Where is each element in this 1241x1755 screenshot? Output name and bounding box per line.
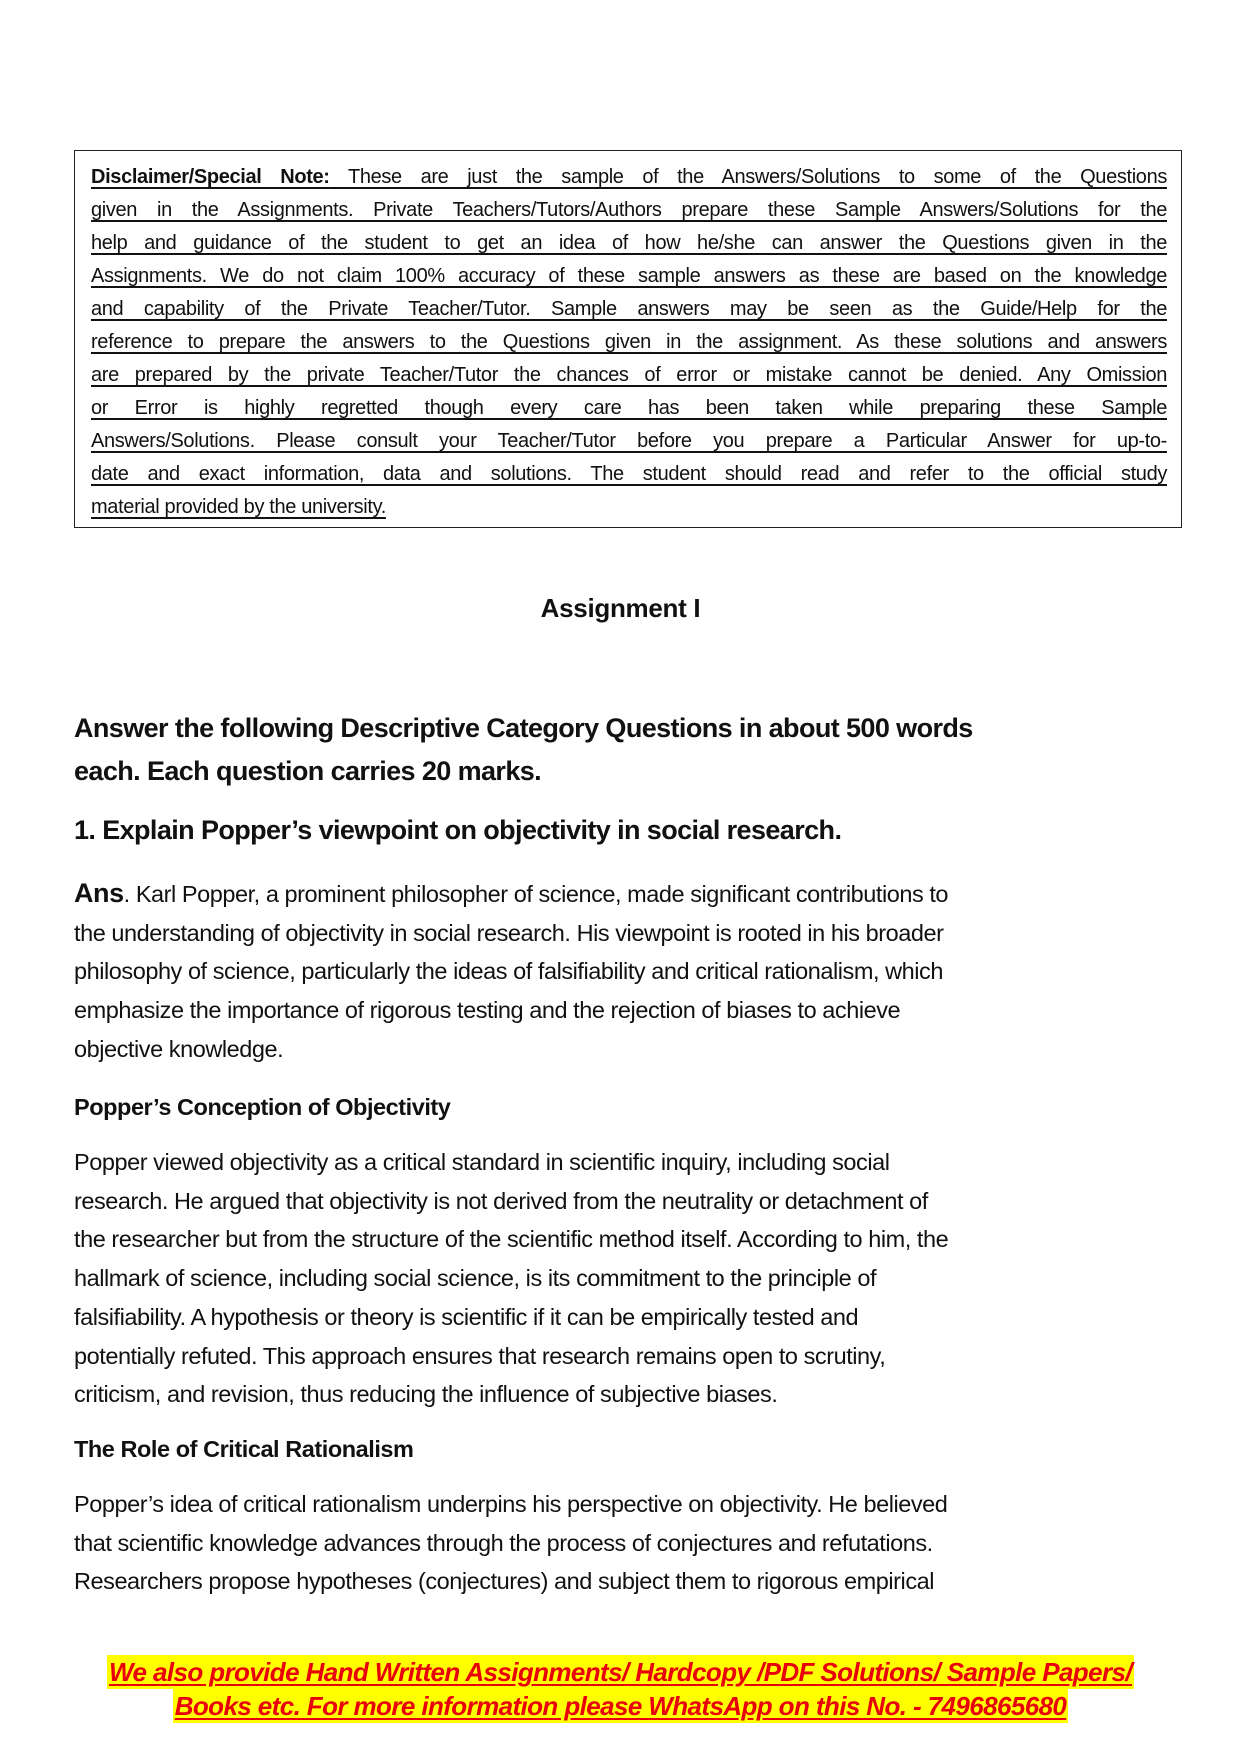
- answer-line: Ans. Karl Popper, a prominent philosopher of science, made significant contributions to: [74, 878, 949, 908]
- disclaimer-line: reference to prepare the answers to the Questions given in the assignment. As these solutions and answers: [91, 331, 1167, 353]
- footer-promo: [0, 1655, 1241, 1723]
- footer-promo-line: We also provide Hand Written Assignments/ Hardcopy /PDF Solutions/ Sample Papers/: [109, 1657, 1132, 1687]
- section-line: potentially refuted. This approach ensures that research remains open to scrutiny,: [74, 1342, 886, 1369]
- instructions: [74, 707, 1174, 793]
- disclaimer-line: date and exact information, data and solutions. The student should read and refer to the official study: [91, 463, 1167, 485]
- section-paragraph: [74, 1485, 1184, 1601]
- answer-lead: Ans: [74, 878, 124, 908]
- disclaimer-line: Assignments. We do not claim 100% accuracy of these sample answers as these are based on the knowledge: [91, 265, 1167, 287]
- footer-promo-line: Books etc. For more information please WhatsApp on this No. - 7496865680: [174, 1691, 1067, 1721]
- question-heading: 1. Explain Popper’s viewpoint on objectivity in social research.: [74, 815, 842, 845]
- disclaimer-line: help and guidance of the student to get an idea of how he/she can answer the Questions given in the: [91, 232, 1167, 254]
- section-heading: The Role of Critical Rationalism: [74, 1436, 414, 1462]
- disclaimer-line: Disclaimer/Special Note: These are just the sample of the Answers/Solutions to some of the Questions: [91, 166, 1168, 188]
- section-line: Popper’s idea of critical rationalism underpins his perspective on objectivity. He believed: [74, 1491, 948, 1517]
- disclaimer-box: [74, 150, 1182, 528]
- disclaimer-line: are prepared by the private Teacher/Tutor the chances of error or mistake cannot be denied. Any Omission: [91, 364, 1167, 386]
- answer-paragraph: [74, 874, 1184, 1069]
- assignment-title: Assignment I: [540, 593, 701, 623]
- section-line: criticism, and revision, thus reducing the influence of subjective biases.: [74, 1381, 778, 1408]
- answer-line: objective knowledge.: [74, 1035, 284, 1062]
- answer-line: the understanding of objectivity in social research. His viewpoint is rooted in his broader: [74, 919, 944, 946]
- disclaimer-line: Answers/Solutions. Please consult your Teacher/Tutor before you prepare a Particular Answer for up-to-: [91, 430, 1167, 452]
- disclaimer-line: and capability of the Private Teacher/Tutor. Sample answers may be seen as the Guide/Help for the: [91, 298, 1167, 320]
- disclaimer-line: given in the Assignments. Private Teachers/Tutors/Authors prepare these Sample Answers/Solutions for the: [91, 199, 1167, 221]
- disclaimer-line: or Error is highly regretted though every care has been taken while preparing these Sample: [91, 397, 1167, 419]
- disclaimer-lead: Disclaimer/Special Note:: [91, 166, 330, 188]
- answer-line: philosophy of science, particularly the ideas of falsifiability and critical rationalism, which: [74, 958, 943, 985]
- section-heading: Popper’s Conception of Objectivity: [74, 1094, 451, 1120]
- section-paragraph: [74, 1143, 1184, 1414]
- disclaimer-text: [91, 161, 1167, 524]
- section-line: research. He argued that objectivity is not derived from the neutrality or detachment of: [74, 1187, 928, 1214]
- section-line: Popper viewed objectivity as a critical standard in scientific inquiry, including social: [74, 1149, 890, 1175]
- section-line: falsifiability. A hypothesis or theory is scientific if it can be empirically tested and: [74, 1303, 859, 1330]
- section-line: hallmark of science, including social science, is its commitment to the principle of: [74, 1265, 877, 1292]
- instructions-line: each. Each question carries 20 marks.: [74, 756, 542, 786]
- section-line: the researcher but from the structure of the scientific method itself. According to him, the: [74, 1226, 949, 1253]
- disclaimer-line: material provided by the university.: [91, 496, 386, 518]
- section-line: that scientific knowledge advances through the process of conjectures and refutations.: [74, 1529, 933, 1556]
- answer-line: emphasize the importance of rigorous testing and the rejection of biases to achieve: [74, 997, 901, 1024]
- instructions-line: Answer the following Descriptive Category Questions in about 500 words: [74, 713, 973, 743]
- section-line: Researchers propose hypotheses (conjectures) and subject them to rigorous empirical: [74, 1568, 935, 1595]
